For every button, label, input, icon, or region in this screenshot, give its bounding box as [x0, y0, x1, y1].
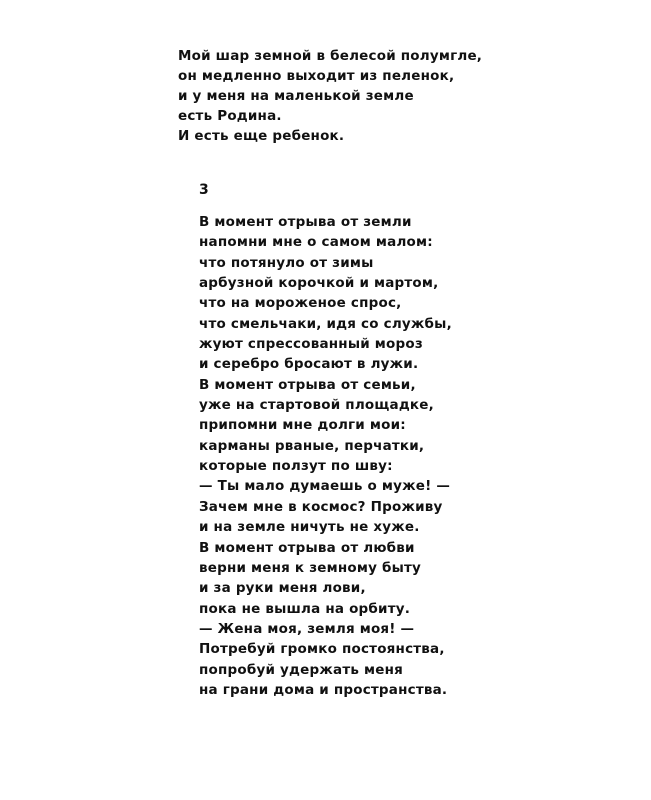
poem-stanza-main — [199, 212, 452, 700]
poem-line: он медленно выходит из пеленок, — [178, 68, 455, 84]
poem-line: и на земле ничуть не хуже. — [199, 519, 420, 536]
poem-line: которые ползут по шву: — [199, 458, 393, 475]
poem-line: что потянуло от зимы — [199, 254, 374, 271]
poem-line: что смельчаки, идя со службы, — [199, 315, 452, 332]
poem-line: припомни мне долги мои: — [199, 417, 406, 434]
poem-stanza-top — [178, 46, 482, 146]
poem-line: Мой шар земной в белесой полумгле, — [178, 48, 483, 64]
section-number: 3 — [199, 182, 209, 198]
poem-line: В момент отрыва от любви — [199, 539, 415, 556]
poem-line: В момент отрыва от семьи, — [199, 376, 416, 393]
poem-line: Зачем мне в космос? Проживу — [199, 498, 443, 515]
poem-line: попробуй удержать меня — [199, 661, 403, 678]
poem-line: арбузной корочкой и мартом, — [199, 275, 439, 292]
poem-line: пока не вышла на орбиту. — [199, 600, 411, 617]
poem-line: и за руки меня лови, — [199, 580, 366, 597]
poem-line: есть Родина. — [178, 108, 282, 124]
poem-line: напомни мне о самом малом: — [199, 234, 433, 251]
poem-line: верни меня к земному быту — [199, 559, 422, 576]
poem-line: жуют спрессованный мороз — [199, 336, 423, 353]
poem-line: И есть еще ребенок. — [178, 128, 345, 144]
poem-line: и у меня на маленькой земле — [178, 88, 414, 104]
poem-line: Потребуй громко постоянства, — [199, 641, 445, 658]
poem-line: на грани дома и пространства. — [199, 681, 448, 698]
poem-line: — Ты мало думаешь о муже! — — [199, 478, 451, 495]
poem-line: уже на стартовой площадке, — [199, 397, 434, 414]
poem-line: и серебро бросают в лужи. — [199, 356, 419, 373]
poem-line: что на мороженое спрос, — [199, 295, 402, 312]
poem-line: В момент отрыва от земли — [199, 214, 412, 230]
poem-line: — Жена моя, земля моя! — — [199, 620, 415, 637]
poem-line: карманы рваные, перчатки, — [199, 437, 425, 454]
